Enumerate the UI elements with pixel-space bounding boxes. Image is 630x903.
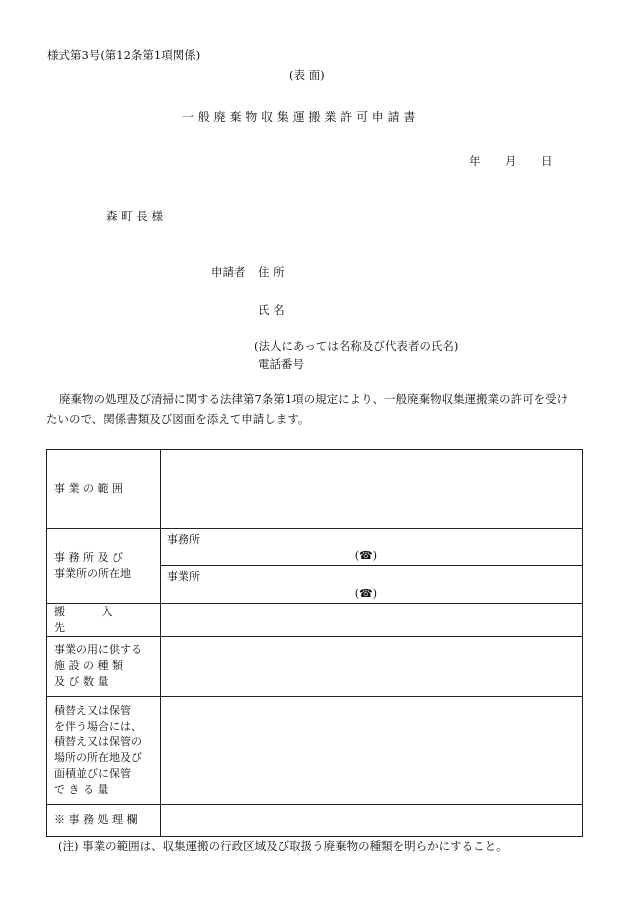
office-location-label [47,529,161,604]
row-storage [47,696,583,804]
row-office-use [47,804,583,836]
storage-label-line-4: 場所の所在地及び [54,751,142,765]
storage-input[interactable] [161,696,583,804]
destination-label [47,604,161,637]
applicant-label: 申請者 [211,265,246,279]
site-phone-mark: (☎) [354,587,377,600]
storage-label [47,696,161,804]
office-use-input [161,804,583,836]
office-input[interactable] [161,529,583,566]
address-label: 住 所 [258,265,285,279]
storage-label-line-2: を伴う場合には、 [54,719,142,733]
body-text-line-2: たいので、関係書類及び図面を添えて申請します。 [46,412,310,426]
row-facility [47,636,583,696]
name-label: 氏 名 [258,303,285,317]
side-label: (表 面) [289,68,325,82]
facility-input[interactable] [161,636,583,696]
document-title: 一 般 廃 棄 物 収 集 運 搬 業 許 可 申 請 書 [182,110,416,124]
date-month: 月 [505,154,517,168]
site-input[interactable] [161,566,583,604]
storage-label-line-5: 面積並びに保管 [54,767,131,781]
office-location-label-line-1: 事 務 所 及 び [54,551,123,565]
destination-input[interactable] [161,604,583,637]
row-office [47,529,583,566]
scope-input[interactable] [161,450,583,529]
storage-label-line-3: 積替え又は保管の [54,735,142,749]
application-table [46,449,583,837]
facility-label-line-2: 施 設 の 種 類 [54,659,123,673]
storage-label-line-1: 積替え又は保管 [54,703,131,717]
storage-label-line-6: で き る 量 [54,783,109,797]
office-sub-label: 事務所 [167,533,200,546]
destination-label-text: 搬 入 先 [54,605,129,634]
office-location-label-line-2: 事業所の所在地 [54,567,131,580]
office-use-label: ※ 事 務 処 理 欄 [47,804,161,836]
phone-label: 電話番号 [258,357,304,371]
date-year: 年 [469,154,481,168]
corp-note: (法人にあっては名称及び代表者の氏名) [254,339,459,353]
facility-label [47,636,161,696]
form-number: 様式第3号(第12条第1項関係) [47,48,201,62]
row-destination [47,604,583,637]
footnote: (注) 事業の範囲は、収集運搬の行政区域及び取扱う廃棄物の種類を明らかにすること。 [58,839,508,853]
office-phone-mark: (☎) [354,549,377,562]
site-sub-label: 事業所 [167,570,200,583]
addressee: 森 町 長 様 [106,209,163,223]
facility-label-line-1: 事業の用に供する [54,643,142,657]
date-day: 日 [541,154,553,168]
body-text-line-1: 廃棄物の処理及び清掃に関する法律第7条第1項の規定により、一般廃棄物収集運搬業の許可を受け [59,392,569,406]
facility-label-line-3: 及 び 数 量 [54,675,109,689]
row-scope [47,450,583,529]
scope-label: 事 業 の 範 囲 [47,450,161,529]
